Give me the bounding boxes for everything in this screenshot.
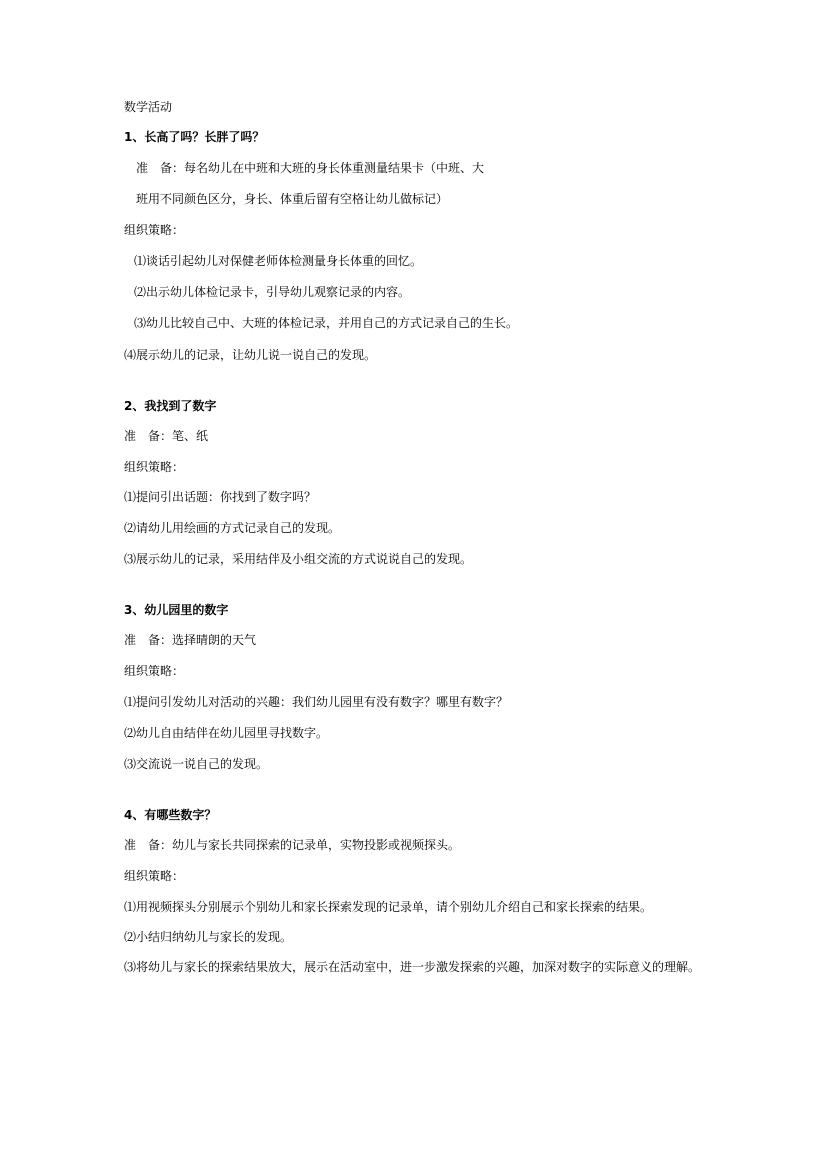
section-prep: 准 备：每名幼儿在中班和大班的身长体重测量结果卡（中班、大 xyxy=(136,161,485,175)
strategy-step: ⑵小结归纳幼儿与家长的发现。 xyxy=(124,930,293,944)
strategy-step: ⑵幼儿自由结伴在幼儿园里寻找数字。 xyxy=(124,726,329,740)
strategy-step: ⑶将幼儿与家长的探索结果放大，展示在活动室中，进一步激发探索的兴趣，加深对数字的实际意义的理解。 xyxy=(124,960,701,974)
section-1 xyxy=(124,130,724,363)
section-3 xyxy=(124,600,724,772)
section-heading: 2、我找到了数字 xyxy=(124,399,217,413)
section-heading: 3、幼儿园里的数字 xyxy=(124,603,229,617)
document-page xyxy=(124,100,724,982)
strategy-step: ⑶展示幼儿的记录，采用结伴及小组交流的方式说说自己的发现。 xyxy=(124,552,473,566)
strategy-step: ⑴提问引发幼儿对活动的兴趣：我们幼儿园里有没有数字？哪里有数字？ xyxy=(124,695,509,709)
section-heading: 1、长高了吗？长胖了吗？ xyxy=(124,130,265,144)
strategy-label: 组织策略： xyxy=(124,223,185,237)
section-2 xyxy=(124,396,724,567)
strategy-step: ⑵请幼儿用绘画的方式记录自己的发现。 xyxy=(124,521,341,535)
section-heading: 4、有哪些数字？ xyxy=(124,808,217,822)
strategy-label: 组织策略： xyxy=(124,664,185,678)
document-title: 数学活动 xyxy=(124,100,173,114)
section-4 xyxy=(124,805,724,982)
strategy-label: 组织策略： xyxy=(124,869,185,883)
strategy-step: ⑵出示幼儿体检记录卡，引导幼儿观察记录的内容。 xyxy=(134,285,411,299)
strategy-step: ⑴用视频探头分别展示个别幼儿和家长探索发现的记录单，请个别幼儿介绍自己和家长探索的结果。 xyxy=(124,900,653,914)
section-prep-continued: 班用不同颜色区分，身长、体重后留有空格让幼儿做标记） xyxy=(136,192,449,206)
section-prep: 准 备：笔、纸 xyxy=(124,429,209,443)
strategy-step: ⑴谈话引起幼儿对保健老师体检测量身长体重的回忆。 xyxy=(134,254,423,268)
section-prep: 准 备：选择晴朗的天气 xyxy=(124,633,257,647)
section-prep: 准 备：幼儿与家长共同探索的记录单，实物投影或视频探头。 xyxy=(124,838,461,852)
strategy-step: ⑶交流说一说自己的发现。 xyxy=(124,757,269,771)
strategy-step: ⑶幼儿比较自己中、大班的体检记录，并用自己的方式记录自己的生长。 xyxy=(134,316,519,330)
strategy-label: 组织策略： xyxy=(124,460,185,474)
strategy-step: ⑴提问引出话题：你找到了数字吗？ xyxy=(124,490,317,504)
strategy-step: ⑷展示幼儿的记录，让幼儿说一说自己的发现。 xyxy=(124,348,377,362)
